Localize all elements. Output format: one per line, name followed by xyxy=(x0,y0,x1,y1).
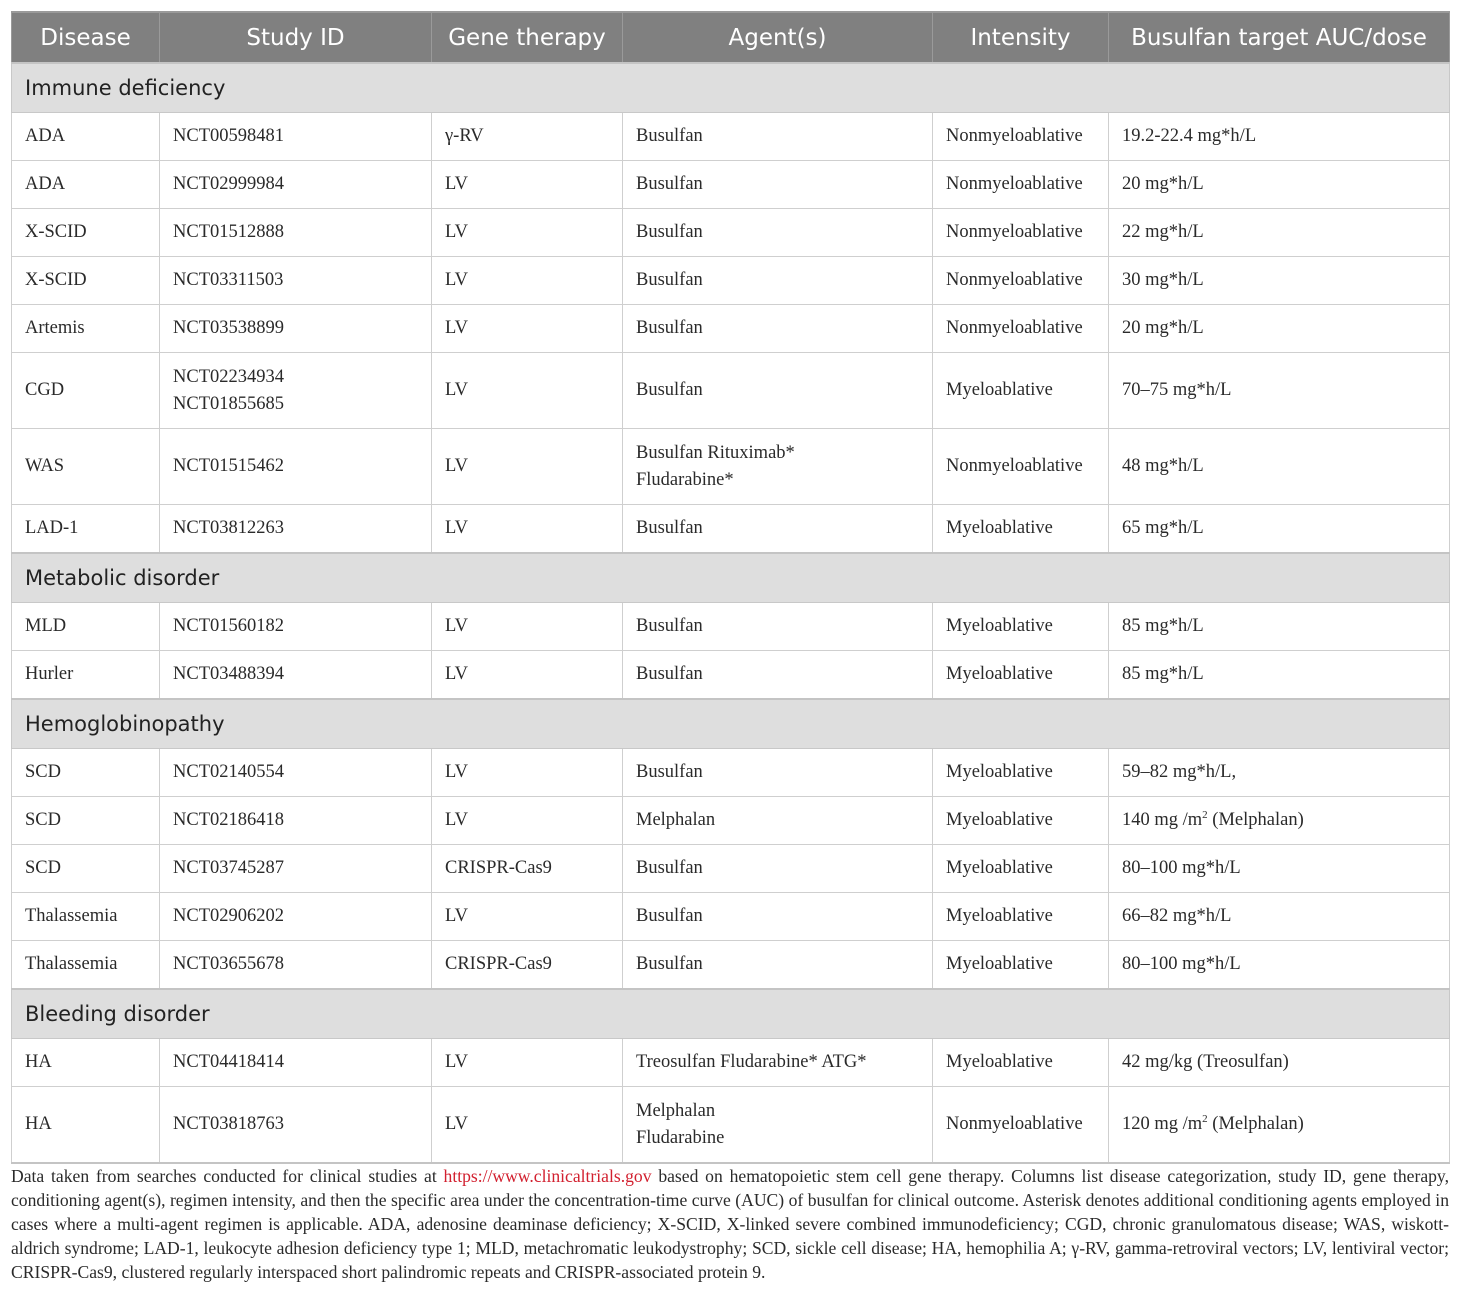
caption-text-after: based on hematopoietic stem cell gene therapy. Columns list disease categorization, study ID, gene therapy, conditioning agent(s), regimen intensity, and then the specific area under the concentration-time curve (AUC) of busulfan for clinical outcome. Asterisk denotes additional conditioning agents employed in cases where a multi-agent regimen is applicable. ADA, adenosine deaminase deficiency; X-SCID, X-linked severe combined immunodeficiency; CGD, chronic granulomatous disease; WAS, wiskott-aldrich syndrome; LAD-1, leukocyte adhesion deficiency type 1; MLD, metachromatic leukodystrophy; SCD, sickle cell disease; HA, hemophilia A; γ-RV, gamma-retroviral vectors; LV, lentiviral vector; CRISPR-Cas9, clustered regularly interspaced short palindromic repeats and CRISPR-associated protein 9. xyxy=(11,1166,1449,1282)
cell-gene-therapy: LV xyxy=(432,505,623,554)
cell-agents xyxy=(623,651,933,700)
cell-target xyxy=(1109,113,1450,161)
category-row xyxy=(12,699,1450,749)
cell-disease: X-SCID xyxy=(12,257,160,305)
header-agents: Agent(s) xyxy=(623,12,933,63)
study-id: NCT01515462 xyxy=(173,456,284,476)
clinicaltrials-link[interactable]: https://www.clinicaltrials.gov xyxy=(443,1166,652,1186)
target-value: 80–100 mg*h/L xyxy=(1122,954,1241,974)
cell-study-id xyxy=(160,209,432,257)
target-value: 65 mg*h/L xyxy=(1122,518,1204,538)
table-row xyxy=(12,941,1450,990)
target-value: 30 mg*h/L xyxy=(1122,270,1204,290)
cell-gene-therapy: LV xyxy=(432,257,623,305)
cell-disease: X-SCID xyxy=(12,209,160,257)
table-row xyxy=(12,257,1450,305)
cell-disease: WAS xyxy=(12,429,160,505)
cell-intensity: Myeloablative xyxy=(933,1039,1109,1087)
header-study-id: Study ID xyxy=(160,12,432,63)
cell-intensity: Nonmyeloablative xyxy=(933,429,1109,505)
cell-disease: LAD-1 xyxy=(12,505,160,554)
cell-target xyxy=(1109,651,1450,700)
cell-target xyxy=(1109,749,1450,797)
cell-agents xyxy=(623,749,933,797)
cell-intensity: Myeloablative xyxy=(933,941,1109,990)
cell-disease: MLD xyxy=(12,603,160,651)
agent: Treosulfan Fludarabine* ATG* xyxy=(636,1052,867,1072)
target-value: 19.2-22.4 mg*h/L xyxy=(1122,126,1257,146)
study-id: NCT01512888 xyxy=(173,222,284,242)
agent: Melphalan xyxy=(636,1100,716,1121)
table-row xyxy=(12,209,1450,257)
header-row xyxy=(12,12,1450,63)
cell-gene-therapy: CRISPR-Cas9 xyxy=(432,941,623,990)
category-label: Immune deficiency xyxy=(12,63,1450,113)
cell-disease: Artemis xyxy=(12,305,160,353)
table-row xyxy=(12,429,1450,505)
target-value: 20 mg*h/L xyxy=(1122,174,1204,194)
cell-gene-therapy: LV xyxy=(432,353,623,429)
cell-target xyxy=(1109,305,1450,353)
cell-agents xyxy=(623,113,933,161)
cell-disease: ADA xyxy=(12,113,160,161)
study-id: NCT02140554 xyxy=(173,762,284,782)
cell-gene-therapy: LV xyxy=(432,603,623,651)
cell-disease: Hurler xyxy=(12,651,160,700)
cell-study-id xyxy=(160,257,432,305)
table-row xyxy=(12,749,1450,797)
study-id: NCT03488394 xyxy=(173,664,284,684)
cell-disease: ADA xyxy=(12,161,160,209)
cell-gene-therapy: LV xyxy=(432,429,623,505)
agent: Busulfan xyxy=(636,126,703,146)
cell-target xyxy=(1109,1039,1450,1087)
cell-study-id xyxy=(160,305,432,353)
cell-agents xyxy=(623,161,933,209)
target-value: 85 mg*h/L xyxy=(1122,616,1204,636)
table-row xyxy=(12,845,1450,893)
agent: Busulfan xyxy=(636,318,703,338)
cell-agents xyxy=(623,305,933,353)
table-row xyxy=(12,113,1450,161)
table-body xyxy=(12,63,1450,1163)
cell-agents xyxy=(623,353,933,429)
cell-intensity: Nonmyeloablative xyxy=(933,113,1109,161)
cell-gene-therapy: γ-RV xyxy=(432,113,623,161)
cell-agents xyxy=(623,893,933,941)
cell-disease: SCD xyxy=(12,845,160,893)
cell-study-id xyxy=(160,845,432,893)
table-row xyxy=(12,305,1450,353)
agent: Busulfan xyxy=(636,954,703,974)
target-superscript: 2 xyxy=(1202,1113,1208,1125)
agent: Busulfan xyxy=(636,270,703,290)
category-row xyxy=(12,63,1450,113)
cell-target xyxy=(1109,257,1450,305)
cell-study-id xyxy=(160,651,432,700)
table-row xyxy=(12,893,1450,941)
cell-agents xyxy=(623,797,933,845)
cell-intensity: Nonmyeloablative xyxy=(933,161,1109,209)
cell-study-id xyxy=(160,161,432,209)
cell-target xyxy=(1109,845,1450,893)
study-id: NCT03655678 xyxy=(173,954,284,974)
cell-target xyxy=(1109,505,1450,554)
study-id: NCT01855685 xyxy=(173,393,284,414)
target-value: 120 mg /m xyxy=(1122,1114,1203,1134)
cell-study-id xyxy=(160,893,432,941)
cell-disease: SCD xyxy=(12,797,160,845)
header-intensity: Intensity xyxy=(933,12,1109,63)
cell-target xyxy=(1109,1087,1450,1164)
cell-intensity: Myeloablative xyxy=(933,651,1109,700)
cell-agents xyxy=(623,941,933,990)
cell-target xyxy=(1109,603,1450,651)
agent: Busulfan xyxy=(636,616,703,636)
agent: Busulfan xyxy=(636,518,703,538)
study-id: NCT03311503 xyxy=(173,270,284,290)
study-id: NCT03745287 xyxy=(173,858,284,878)
cell-study-id xyxy=(160,1087,432,1164)
cell-intensity: Myeloablative xyxy=(933,603,1109,651)
cell-intensity: Nonmyeloablative xyxy=(933,1087,1109,1164)
agent: Fludarabine xyxy=(636,1127,725,1148)
category-label: Metabolic disorder xyxy=(12,553,1450,603)
header-target: Busulfan target AUC/dose xyxy=(1109,12,1450,63)
cell-study-id xyxy=(160,941,432,990)
table-row xyxy=(12,161,1450,209)
cell-gene-therapy: LV xyxy=(432,305,623,353)
cell-gene-therapy: LV xyxy=(432,209,623,257)
cell-agents xyxy=(623,1039,933,1087)
cell-intensity: Myeloablative xyxy=(933,845,1109,893)
target-value: 66–82 mg*h/L xyxy=(1122,906,1232,926)
cell-intensity: Myeloablative xyxy=(933,505,1109,554)
cell-gene-therapy: LV xyxy=(432,1039,623,1087)
cell-intensity: Myeloablative xyxy=(933,797,1109,845)
agent: Busulfan xyxy=(636,222,703,242)
cell-intensity: Nonmyeloablative xyxy=(933,209,1109,257)
table-row xyxy=(12,651,1450,700)
category-label: Bleeding disorder xyxy=(12,989,1450,1039)
target-suffix: (Melphalan) xyxy=(1207,1114,1304,1134)
category-label: Hemoglobinopathy xyxy=(12,699,1450,749)
target-value: 22 mg*h/L xyxy=(1122,222,1204,242)
study-id: NCT02234934 xyxy=(173,366,284,387)
cell-agents xyxy=(623,505,933,554)
clinical-trials-table xyxy=(11,11,1450,1164)
cell-study-id xyxy=(160,603,432,651)
cell-disease: HA xyxy=(12,1039,160,1087)
cell-disease: HA xyxy=(12,1087,160,1164)
cell-agents xyxy=(623,1087,933,1164)
cell-disease: CGD xyxy=(12,353,160,429)
study-id: NCT02186418 xyxy=(173,810,284,830)
agent: Busulfan xyxy=(636,858,703,878)
study-id: NCT02906202 xyxy=(173,906,284,926)
study-id: NCT03538899 xyxy=(173,318,284,338)
study-id: NCT04418414 xyxy=(173,1052,284,1072)
cell-gene-therapy: LV xyxy=(432,1087,623,1164)
target-value: 70–75 mg*h/L xyxy=(1122,380,1232,400)
header-disease: Disease xyxy=(12,12,160,63)
study-id: NCT03812263 xyxy=(173,518,284,538)
table-row xyxy=(12,505,1450,554)
agent: Busulfan xyxy=(636,906,703,926)
cell-target xyxy=(1109,161,1450,209)
cell-gene-therapy: LV xyxy=(432,749,623,797)
cell-gene-therapy: LV xyxy=(432,161,623,209)
target-value: 59–82 mg*h/L, xyxy=(1122,762,1237,782)
agent: Busulfan Rituximab* xyxy=(636,442,795,463)
caption-text-before: Data taken from searches conducted for clinical studies at xyxy=(11,1166,444,1186)
target-value: 42 mg/kg (Treosulfan) xyxy=(1122,1052,1289,1072)
cell-disease: Thalassemia xyxy=(12,893,160,941)
target-value: 48 mg*h/L xyxy=(1122,456,1204,476)
study-id: NCT00598481 xyxy=(173,126,284,146)
cell-study-id xyxy=(160,505,432,554)
agent: Fludarabine* xyxy=(636,469,734,490)
agent: Busulfan xyxy=(636,664,703,684)
cell-intensity: Nonmyeloablative xyxy=(933,257,1109,305)
cell-agents xyxy=(623,603,933,651)
agent: Melphalan xyxy=(636,810,716,830)
cell-target xyxy=(1109,893,1450,941)
cell-study-id xyxy=(160,113,432,161)
cell-gene-therapy: LV xyxy=(432,893,623,941)
cell-study-id xyxy=(160,353,432,429)
cell-target xyxy=(1109,797,1450,845)
table-row xyxy=(12,603,1450,651)
target-value: 80–100 mg*h/L xyxy=(1122,858,1241,878)
cell-target xyxy=(1109,209,1450,257)
cell-target xyxy=(1109,429,1450,505)
cell-intensity: Myeloablative xyxy=(933,749,1109,797)
study-id: NCT03818763 xyxy=(173,1114,284,1134)
agent: Busulfan xyxy=(636,762,703,782)
cell-agents xyxy=(623,209,933,257)
agent: Busulfan xyxy=(636,380,703,400)
cell-gene-therapy: LV xyxy=(432,651,623,700)
table-caption xyxy=(11,1164,1449,1284)
target-value: 85 mg*h/L xyxy=(1122,664,1204,684)
table-container xyxy=(11,11,1449,1164)
cell-intensity: Myeloablative xyxy=(933,353,1109,429)
target-value: 20 mg*h/L xyxy=(1122,318,1204,338)
cell-target xyxy=(1109,941,1450,990)
header-gene-therapy: Gene therapy xyxy=(432,12,623,63)
study-id: NCT01560182 xyxy=(173,616,284,636)
cell-study-id xyxy=(160,1039,432,1087)
target-suffix: (Melphalan) xyxy=(1207,810,1304,830)
cell-disease: SCD xyxy=(12,749,160,797)
table-row xyxy=(12,797,1450,845)
study-id: NCT02999984 xyxy=(173,174,284,194)
cell-disease: Thalassemia xyxy=(12,941,160,990)
cell-target xyxy=(1109,353,1450,429)
target-superscript: 2 xyxy=(1202,809,1208,821)
table-row xyxy=(12,1087,1450,1164)
cell-intensity: Nonmyeloablative xyxy=(933,305,1109,353)
cell-study-id xyxy=(160,797,432,845)
cell-intensity: Myeloablative xyxy=(933,893,1109,941)
cell-agents xyxy=(623,845,933,893)
target-value: 140 mg /m xyxy=(1122,810,1203,830)
table-row xyxy=(12,1039,1450,1087)
category-row xyxy=(12,553,1450,603)
category-row xyxy=(12,989,1450,1039)
cell-gene-therapy: CRISPR-Cas9 xyxy=(432,845,623,893)
cell-study-id xyxy=(160,429,432,505)
cell-study-id xyxy=(160,749,432,797)
table-row xyxy=(12,353,1450,429)
cell-agents xyxy=(623,257,933,305)
agent: Busulfan xyxy=(636,174,703,194)
cell-agents xyxy=(623,429,933,505)
cell-gene-therapy: LV xyxy=(432,797,623,845)
